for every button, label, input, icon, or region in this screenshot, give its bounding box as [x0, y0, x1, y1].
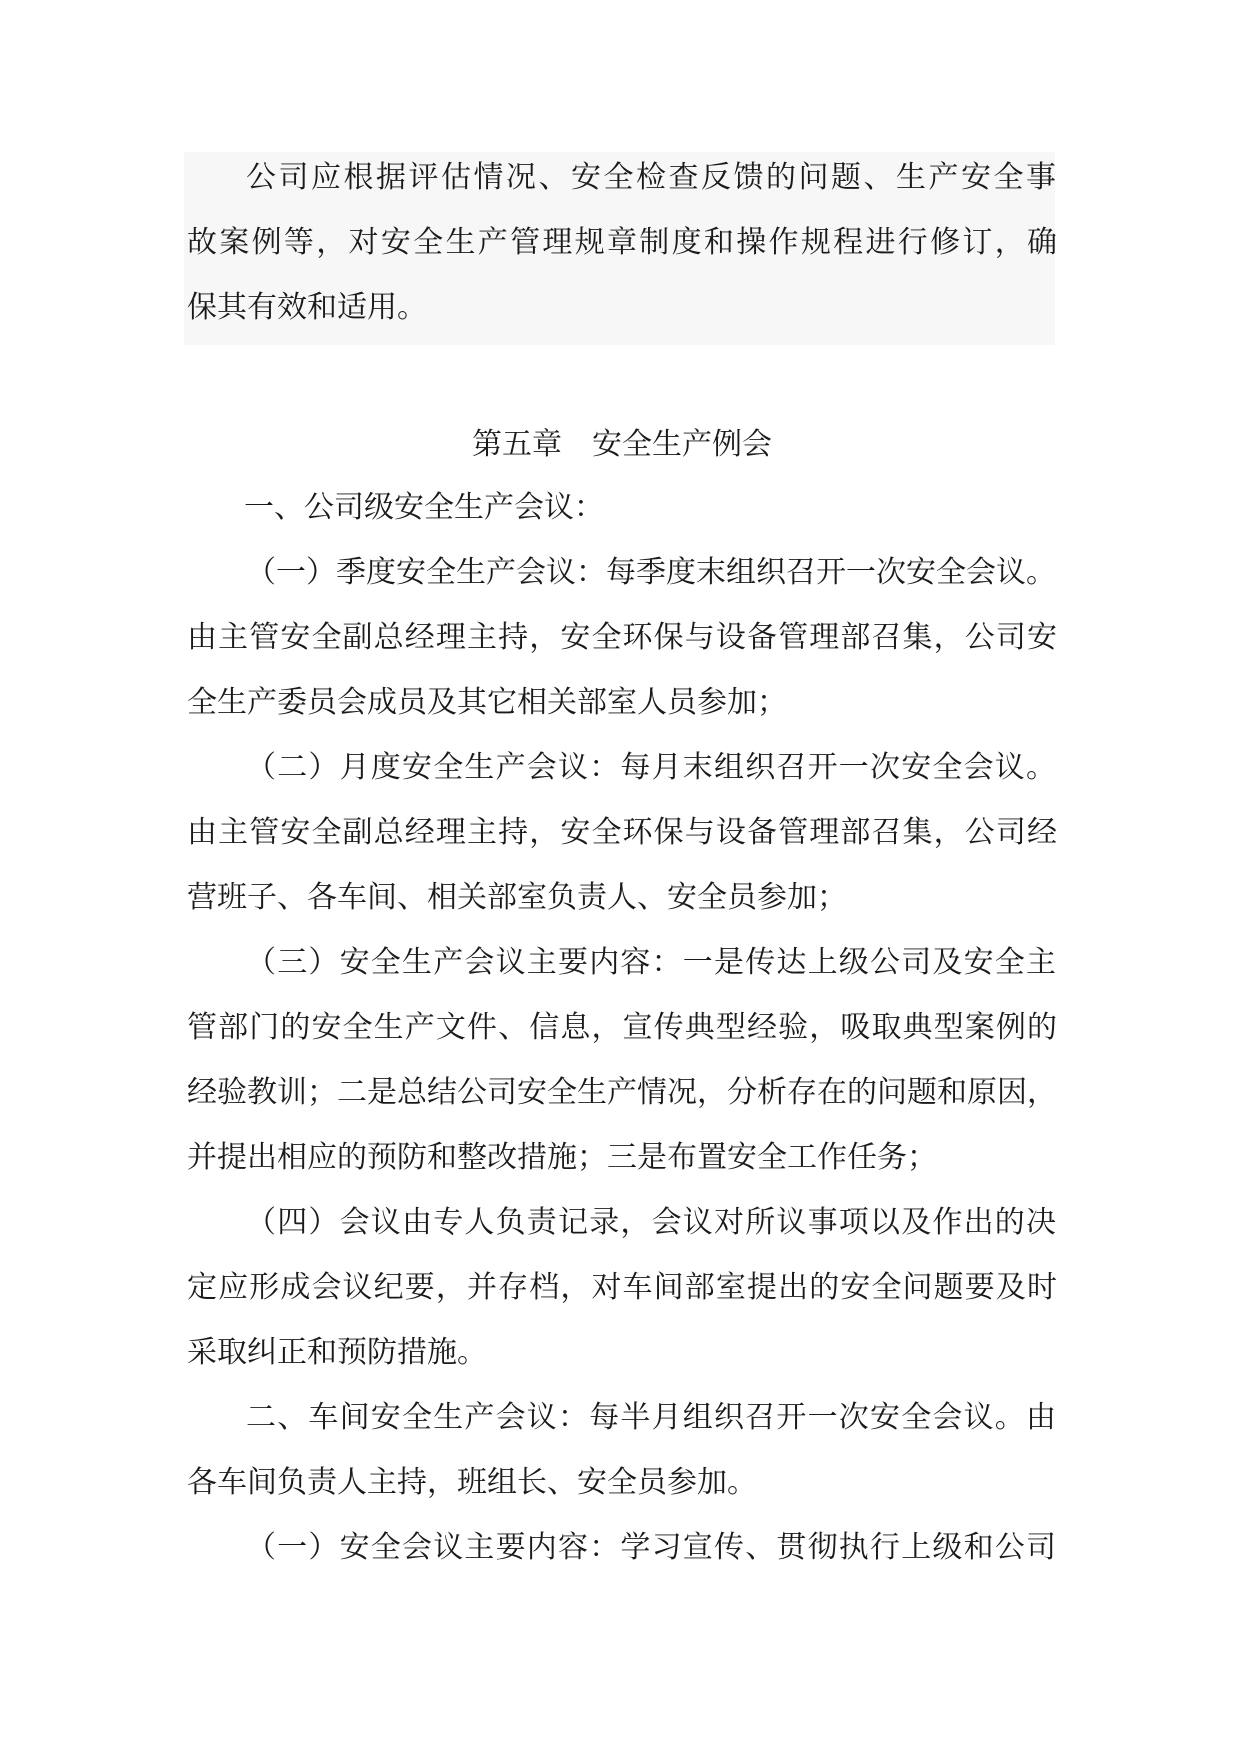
body-line-16: 各车间负责人主持，班组长、安全员参加。	[187, 1465, 757, 1500]
intro-line-2: 故案例等，对安全生产管理规章制度和操作规程进行修订，确	[187, 225, 1057, 260]
body-line-5: （二）月度安全生产会议：每月末组织召开一次安全会议。	[246, 750, 1056, 785]
intro-line-1: 公司应根据评估情况、安全检查反馈的问题、生产安全事	[246, 160, 1056, 195]
body-line-13: 定应形成会议纪要，并存档，对车间部室提出的安全问题要及时	[187, 1270, 1057, 1305]
body-line-14: 采取纠正和预防措施。	[187, 1335, 487, 1370]
body-line-3: 由主管安全副总经理主持，安全环保与设备管理部召集，公司安	[187, 620, 1057, 655]
body-line-4: 全生产委员会成员及其它相关部室人员参加；	[187, 685, 787, 720]
body-line-17: （一）安全会议主要内容：学习宣传、贯彻执行上级和公司	[246, 1530, 1056, 1565]
chapter-number: 第五章	[472, 427, 562, 462]
body-line-7: 营班子、各车间、相关部室负责人、安全员参加；	[187, 880, 847, 915]
body-line-9: 管部门的安全生产文件、信息，宣传典型经验，吸取典型案例的	[187, 1010, 1057, 1045]
body-line-2: （一）季度安全生产会议：每季度末组织召开一次安全会议。	[246, 555, 1056, 590]
chapter-heading	[187, 425, 1057, 465]
section-heading-1: 一、公司级安全生产会议：	[244, 490, 604, 525]
chapter-title: 安全生产例会	[592, 427, 772, 462]
intro-line-3: 保其有效和适用。	[187, 290, 427, 325]
body-line-6: 由主管安全副总经理主持，安全环保与设备管理部召集，公司经	[187, 815, 1057, 850]
body-line-10: 经验教训；二是总结公司安全生产情况，分析存在的问题和原因，	[187, 1075, 1057, 1110]
body-line-12: （四）会议由专人负责记录，会议对所议事项以及作出的决	[246, 1205, 1056, 1240]
body-line-11: 并提出相应的预防和整改措施；三是布置安全工作任务；	[187, 1140, 937, 1175]
section-heading-2: 二、车间安全生产会议：每半月组织召开一次安全会议。由	[246, 1400, 1056, 1435]
body-line-8: （三）安全生产会议主要内容：一是传达上级公司及安全主	[246, 945, 1056, 980]
